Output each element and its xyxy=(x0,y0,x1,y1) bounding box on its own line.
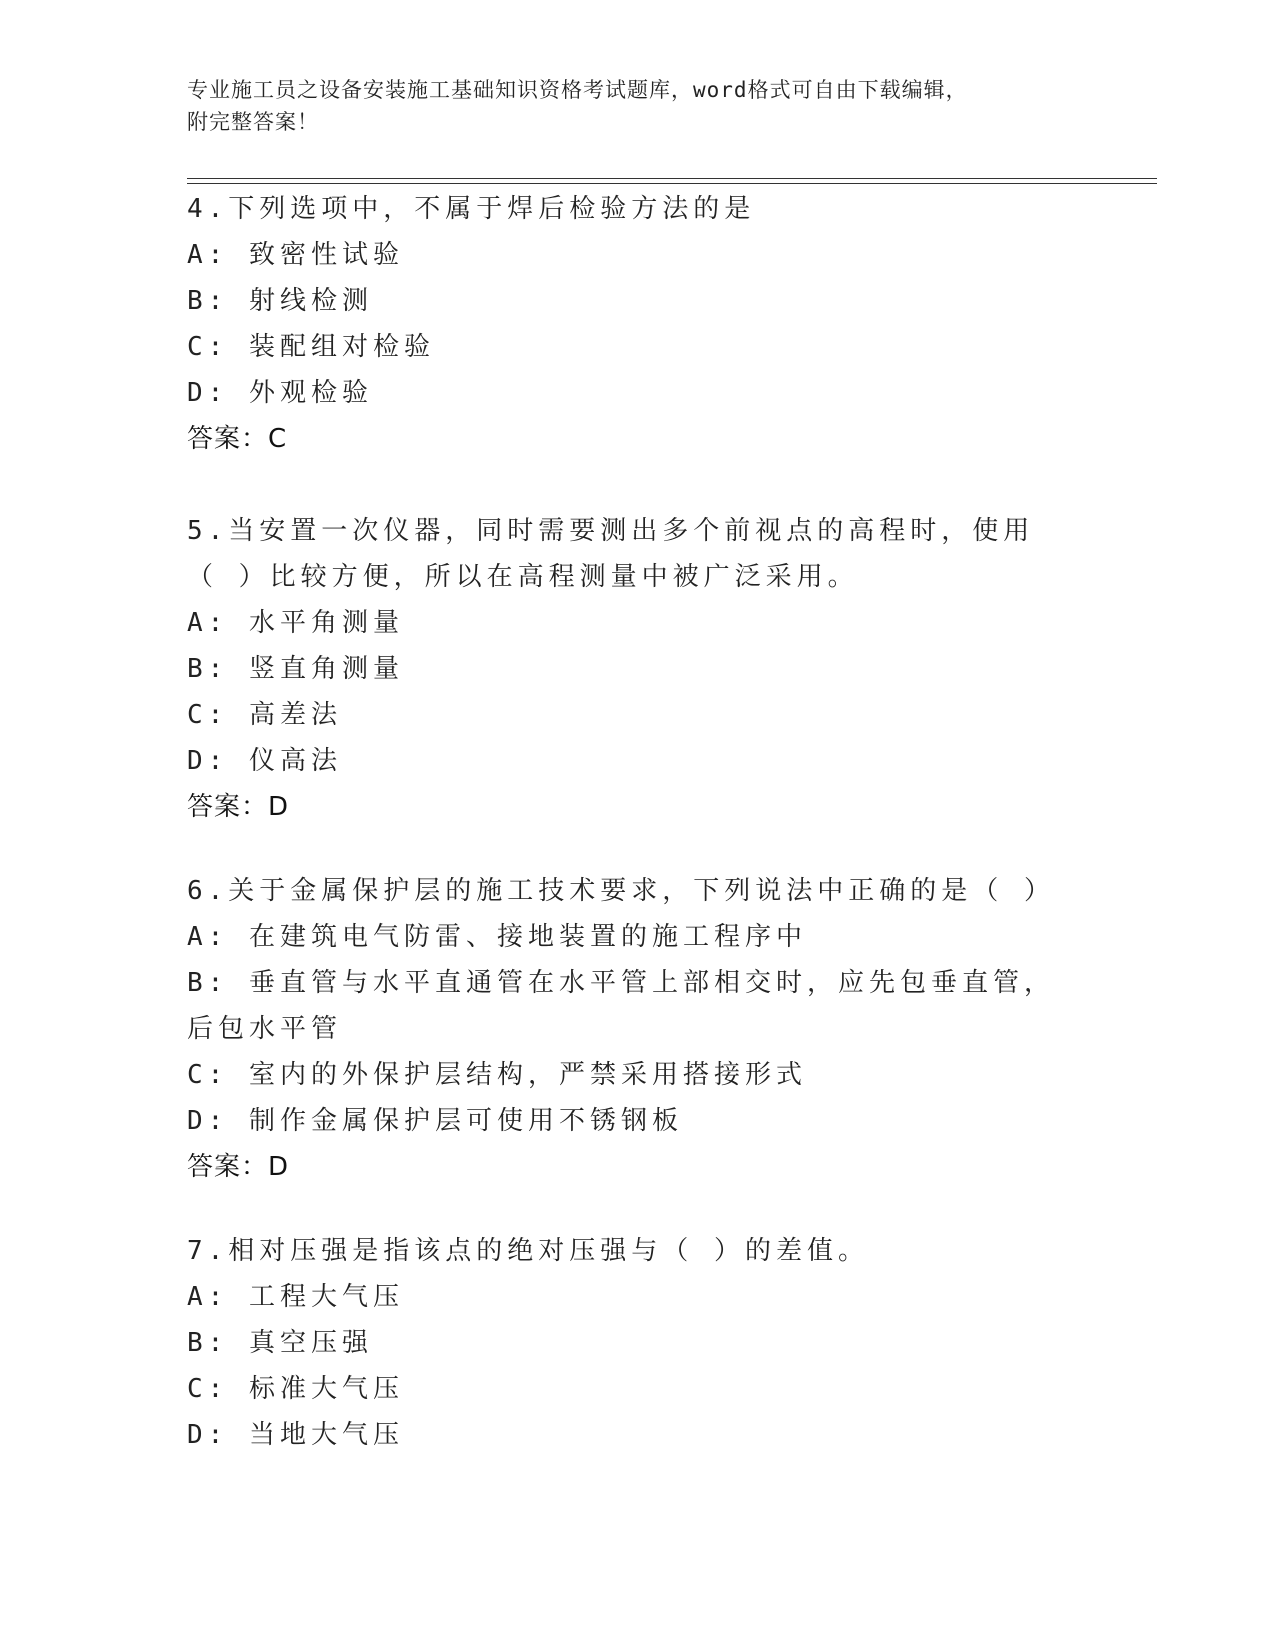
question-stem: 4.下列选项中，不属于焊后检验方法的是 xyxy=(187,194,756,224)
option-d: D: 外观检验 xyxy=(187,378,373,408)
option-b: B: 射线检测 xyxy=(187,286,373,316)
question-7 xyxy=(187,1228,1087,1458)
option-a: A: 在建筑电气防雷、接地装置的施工程序中 xyxy=(187,922,807,952)
question-6 xyxy=(187,868,1057,1190)
header-line-1: 专业施工员之设备安装施工基础知识资格考试题库，word格式可自由下载编辑， xyxy=(187,78,968,102)
answer: 答案：D xyxy=(187,1152,290,1182)
option-c: C: 室内的外保护层结构，严禁采用搭接形式 xyxy=(187,1060,807,1090)
option-b: B: 真空压强 xyxy=(187,1328,373,1358)
header-divider-bottom xyxy=(187,183,1157,184)
answer: 答案：C xyxy=(187,424,288,454)
question-stem: 5.当安置一次仪器，同时需要测出多个前视点的高程时，使用（ ）比较方便，所以在高程测量中被广泛采用。 xyxy=(187,516,1035,592)
option-c: C: 标准大气压 xyxy=(187,1374,404,1404)
option-c: C: 装配组对检验 xyxy=(187,332,435,362)
option-d: D: 当地大气压 xyxy=(187,1420,404,1450)
question-5 xyxy=(187,508,1057,830)
header-divider-top xyxy=(187,178,1157,179)
answer: 答案：D xyxy=(187,792,290,822)
option-a: A: 水平角测量 xyxy=(187,608,404,638)
option-a: A: 致密性试验 xyxy=(187,240,404,270)
option-a: A: 工程大气压 xyxy=(187,1282,404,1312)
option-b: B: 垂直管与水平直通管在水平管上部相交时，应先包垂直管，后包水平管 xyxy=(187,968,1055,1044)
document-header xyxy=(187,74,1087,138)
header-line-2: 附完整答案！ xyxy=(187,110,319,134)
question-4 xyxy=(187,186,1087,462)
option-c: C: 高差法 xyxy=(187,700,342,730)
question-stem: 7.相对压强是指该点的绝对压强与（ ）的差值。 xyxy=(187,1236,869,1266)
option-d: D: 制作金属保护层可使用不锈钢板 xyxy=(187,1106,683,1136)
question-stem: 6.关于金属保护层的施工技术要求，下列说法中正确的是（ ） xyxy=(187,876,1055,906)
option-b: B: 竖直角测量 xyxy=(187,654,404,684)
option-d: D: 仪高法 xyxy=(187,746,342,776)
